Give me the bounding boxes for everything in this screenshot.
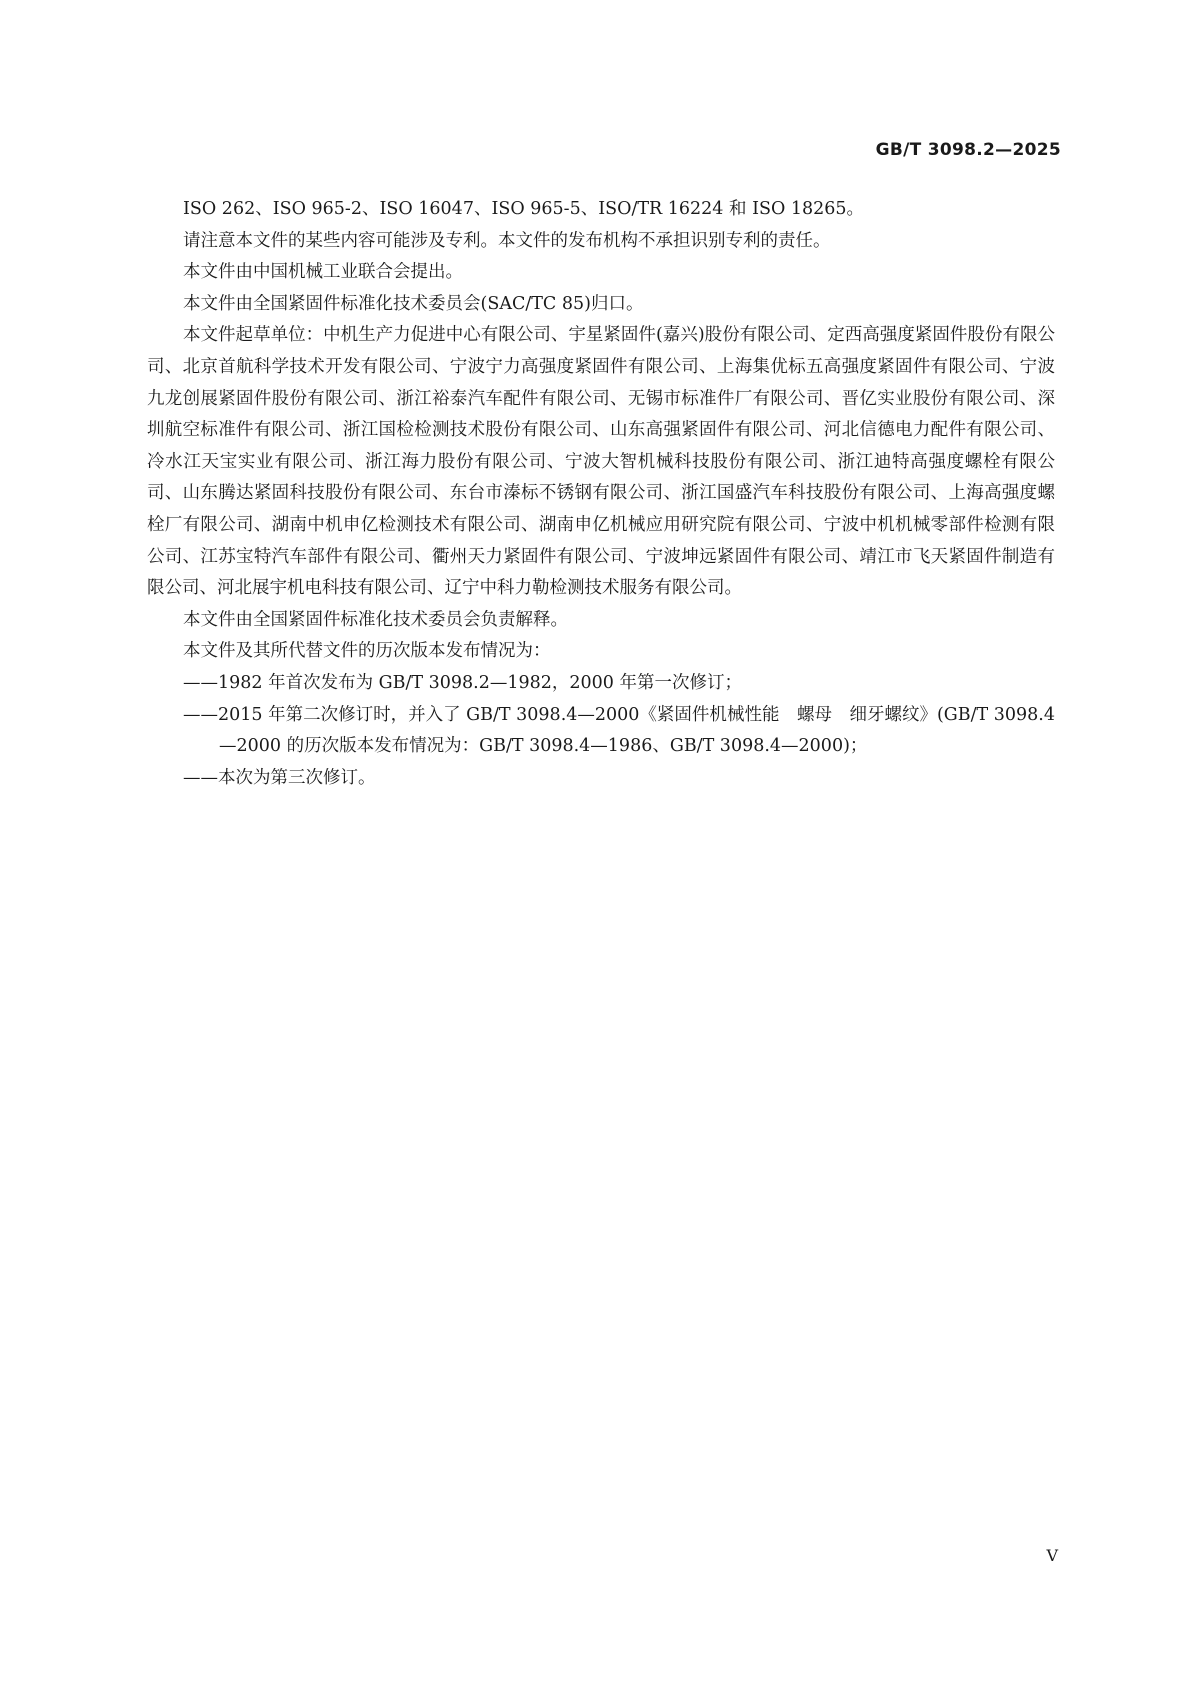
paragraph-proposer: 本文件由中国机械工业联合会提出。 [183, 262, 463, 283]
history-item: ——本次为第三次修订。 [183, 767, 376, 788]
paragraph-interpretation: 本文件由全国紧固件标准化技术委员会负责解释。 [183, 609, 568, 630]
history-item: ——2015 年第二次修订时，并入了 GB/T 3098.4—2000《紧固件机械性能 螺母 细牙螺纹》(GB/T 3098.4—2000 的历次版本发布情况为：GB/T 3098.4—1986、GB/T 3098.4—2000)； [183, 704, 1055, 757]
history-item: ——1982 年首次发布为 GB/T 3098.2—1982，2000 年第一次修订； [183, 672, 742, 693]
document-body [147, 194, 1055, 794]
version-history-list [147, 668, 1055, 794]
paragraph-drafting-units: 本文件起草单位：中机生产力促进中心有限公司、宇星紧固件(嘉兴)股份有限公司、定西高强度紧固件股份有限公司、北京首航科学技术开发有限公司、宁波宁力高强度紧固件有限公司、上海集优标五高强度紧固件有限公司、宁波九龙创展紧固件股份有限公司、浙江裕泰汽车配件有限公司、无锡市标准件厂有限公司、晋亿实业股份有限公司、深圳航空标准件有限公司、浙江国检检测技术股份有限公司、山东高强紧固件有限公司、河北信德电力配件有限公司、冷水江天宝实业有限公司、浙江海力股份有限公司、宁波大智机械科技股份有限公司、浙江迪特高强度螺栓有限公司、山东腾达紧固科技股份有限公司、东台市溱标不锈钢有限公司、浙江国盛汽车科技股份有限公司、上海高强度螺栓厂有限公司、湖南中机申亿检测技术有限公司、湖南申亿机械应用研究院有限公司、宁波中机机械零部件检测有限公司、江苏宝特汽车部件有限公司、衢州天力紧固件有限公司、宁波坤远紧固件有限公司、靖江市飞天紧固件制造有限公司、河北展宇机电科技有限公司、辽宁中科力勒检测技术服务有限公司。 [147, 325, 1055, 599]
paragraph-history-intro: 本文件及其所代替文件的历次版本发布情况为： [183, 641, 551, 662]
standard-code-header: GB/T 3098.2—2025 [875, 140, 1061, 160]
paragraph-administrator: 本文件由全国紧固件标准化技术委员会(SAC/TC 85)归口。 [183, 293, 644, 314]
paragraph-patent-notice: 请注意本文件的某些内容可能涉及专利。本文件的发布机构不承担识别专利的责任。 [183, 230, 831, 251]
page-number: V [1046, 1546, 1058, 1565]
paragraph-iso-references: ISO 262、ISO 965-2、ISO 16047、ISO 965-5、ISO/TR 16224 和 ISO 18265。 [183, 199, 865, 219]
